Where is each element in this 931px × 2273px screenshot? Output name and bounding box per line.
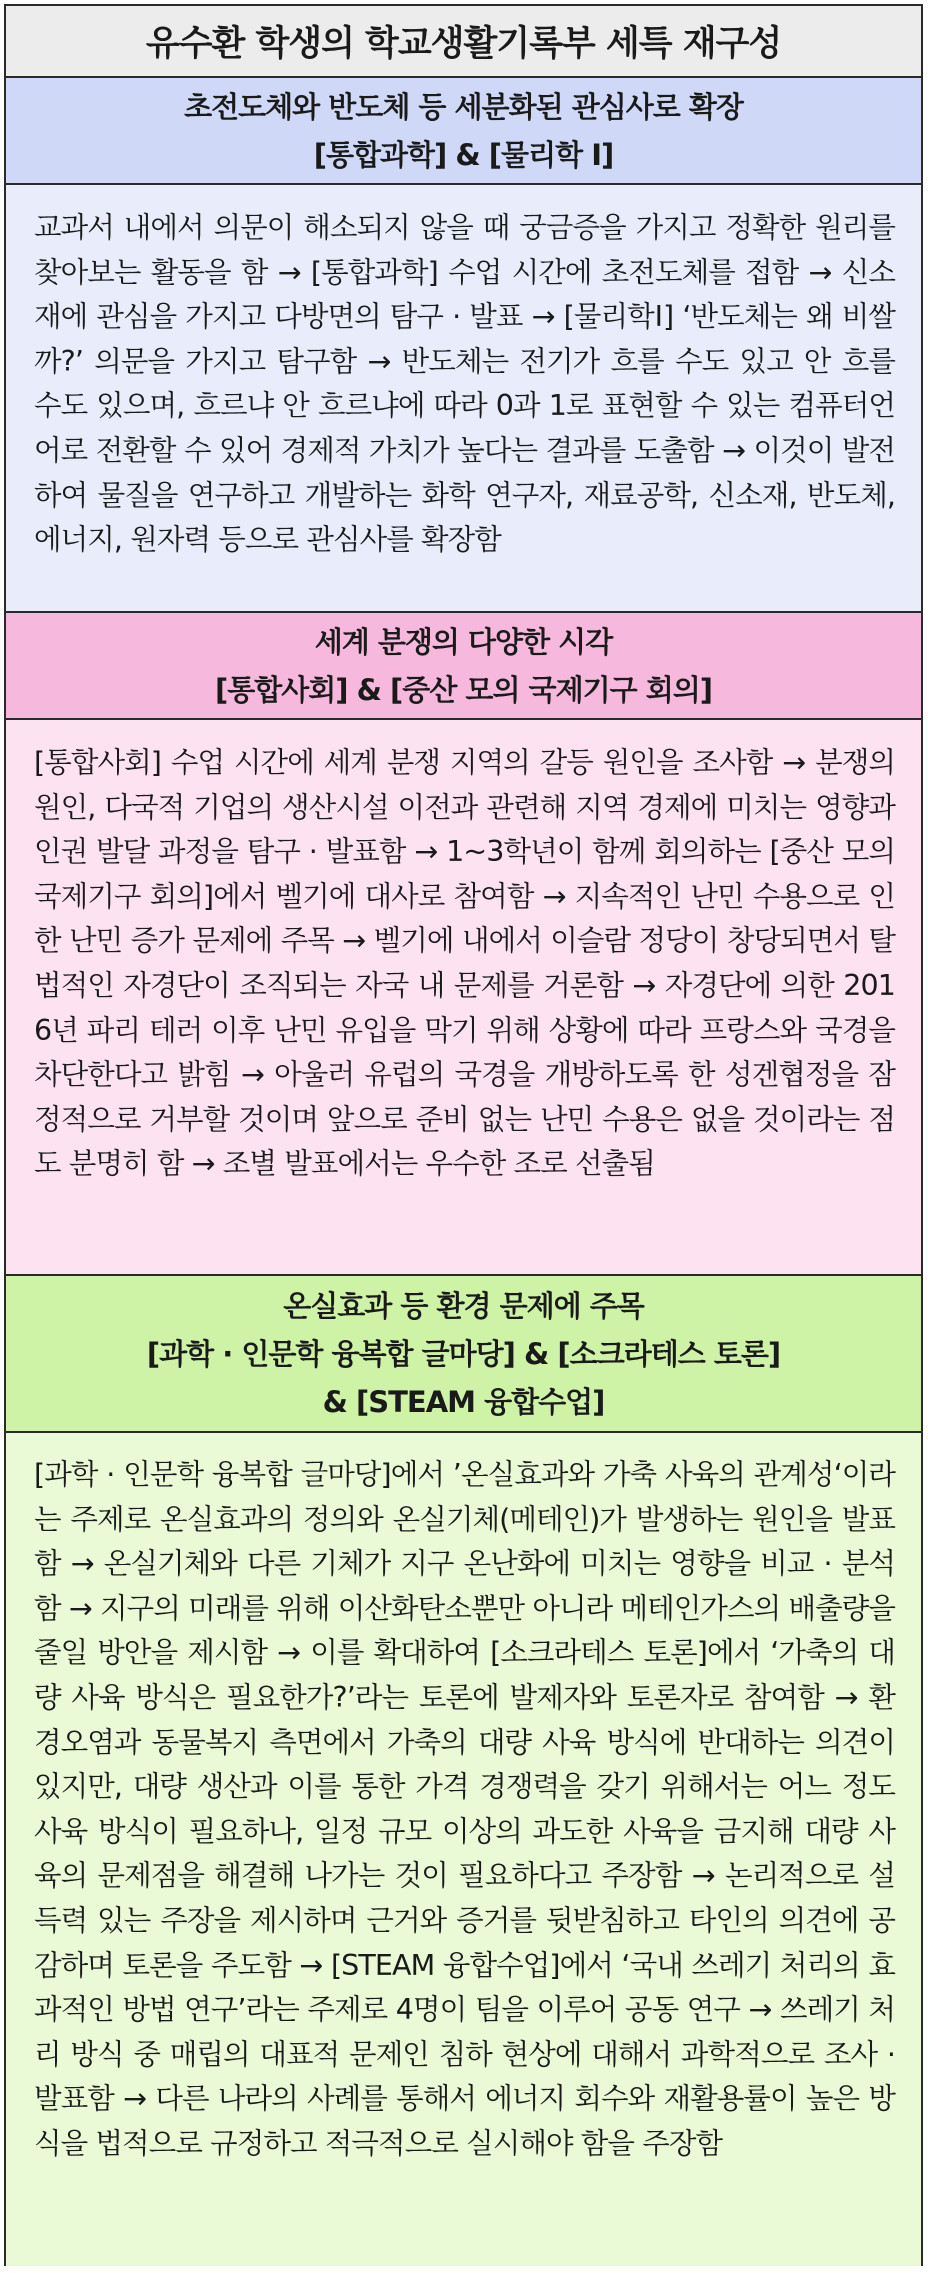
section-1-heading-line-2: [통합과학] & [물리학 Ⅰ] — [313, 137, 614, 172]
section-2-heading-line-2: [통합사회] & [중산 모의 국제기구 회의] — [215, 672, 712, 707]
document-title: 유수환 학생의 학교생활기록부 세특 재구성 — [6, 6, 921, 78]
section-2-heading — [6, 613, 921, 720]
section-3-body: [과학 · 인문학 융복합 글마당]에서 ’온실효과와 가축 사육의 관계성‘이라는 주제로 온실효과의 정의와 온실기체(메테인)가 발생하는 원인을 발표함 → 온실기체와 다른 기체가 지구 온난화에 미치는 영향을 비교 · 분석함 → 지구의 미래를 위해 이산화탄소뿐만 아니라 메테인가스의 배출량을 줄일 방안을 제시함 → 이를 확대하여 [소크라테스 토론]에서 ‘가축의 대량 사육 방식은 필요한가?’라는 토론에 발제자와 토론자로 참여함 → 환경오염과 동물복지 측면에서 가축의 대량 사육 방식에 반대하는 의견이 있지만, 대량 생산과 이를 통한 가격 경쟁력을 갖기 위해서는 어느 정도 사육 방식이 필요하나, 일정 규모 이상의 과도한 사육을 금지해 대량 사육의 문제점을 해결해 나가는 것이 필요하다고 주장함 → 논리적으로 설득력 있는 주장을 제시하며 근거와 증거를 뒷받침하고 타인의 의견에 공감하며 토론을 주도함 → [STEAM 융합수업]에서 ‘국내 쓰레기 처리의 효과적인 방법 연구’라는 주제로 4명이 팀을 이루어 공동 연구 → 쓰레기 처리 방식 중 매립의 대표적 문제인 침하 현상에 대해서 과학적으로 조사 · 발표함 → 다른 나라의 사례를 통해서 에너지 회수와 재활용률이 높은 방식을 법적으로 규정하고 적극적으로 실시해야 함을 주장함 — [6, 1433, 921, 2266]
section-1-body: 교과서 내에서 의문이 해소되지 않을 때 궁금증을 가지고 정확한 원리를 찾아보는 활동을 함 → [통합과학] 수업 시간에 초전도체를 접함 → 신소재에 관심을 가지고 다방면의 탐구 · 발표 → [물리학Ⅰ] ‘반도체는 왜 비쌀까?’ 의문을 가지고 탐구함 → 반도체는 전기가 흐를 수도 있고 안 흐를 수도 있으며, 흐르냐 안 흐르냐에 따라 0과 1로 표현할 수 있는 컴퓨터언어로 전환할 수 있어 경제적 가치가 높다는 결과를 도출함 → 이것이 발전하여 물질을 연구하고 개발하는 화학 연구자, 재료공학, 신소재, 반도체, 에너지, 원자력 등으로 관심사를 확장함 — [6, 185, 921, 613]
section-1-heading-line-1: 초전도체와 반도체 등 세분화된 관심사로 확장 — [184, 89, 743, 124]
section-2-body: [통합사회] 수업 시간에 세계 분쟁 지역의 갈등 원인을 조사함 → 분쟁의 원인, 다국적 기업의 생산시설 이전과 관련해 지역 경제에 미치는 영향과 인권 발달 과정을 탐구 · 발표함 → 1~3학년이 함께 회의하는 [중산 모의 국제기구 회의]에서 벨기에 대사로 참여함 → 지속적인 난민 수용으로 인한 난민 증가 문제에 주목 → 벨기에 내에서 이슬람 정당이 창당되면서 탈법적인 자경단이 조직되는 자국 내 문제를 거론함 → 자경단에 의한 2016년 파리 테러 이후 난민 유입을 막기 위해 상황에 따라 프랑스와 국경을 차단한다고 밝힘 → 아울러 유럽의 국경을 개방하도록 한 성겐협정을 잠정적으로 거부할 것이며 앞으로 준비 없는 난민 수용은 없을 것이라는 점도 분명히 함 → 조별 발표에서는 우수한 조로 선출됨 — [6, 720, 921, 1276]
section-3-heading-line-3: & [STEAM 융합수업] — [322, 1384, 605, 1419]
section-3-heading-line-2: [과학 · 인문학 융복합 글마당] & [소크라테스 토론] — [146, 1336, 781, 1371]
section-3-heading-line-1: 온실효과 등 환경 문제에 주목 — [283, 1288, 644, 1323]
document-frame — [4, 4, 923, 2266]
section-2-heading-line-1: 세계 분쟁의 다양한 시각 — [314, 624, 613, 659]
section-1-heading — [6, 78, 921, 185]
section-3-heading — [6, 1276, 921, 1433]
